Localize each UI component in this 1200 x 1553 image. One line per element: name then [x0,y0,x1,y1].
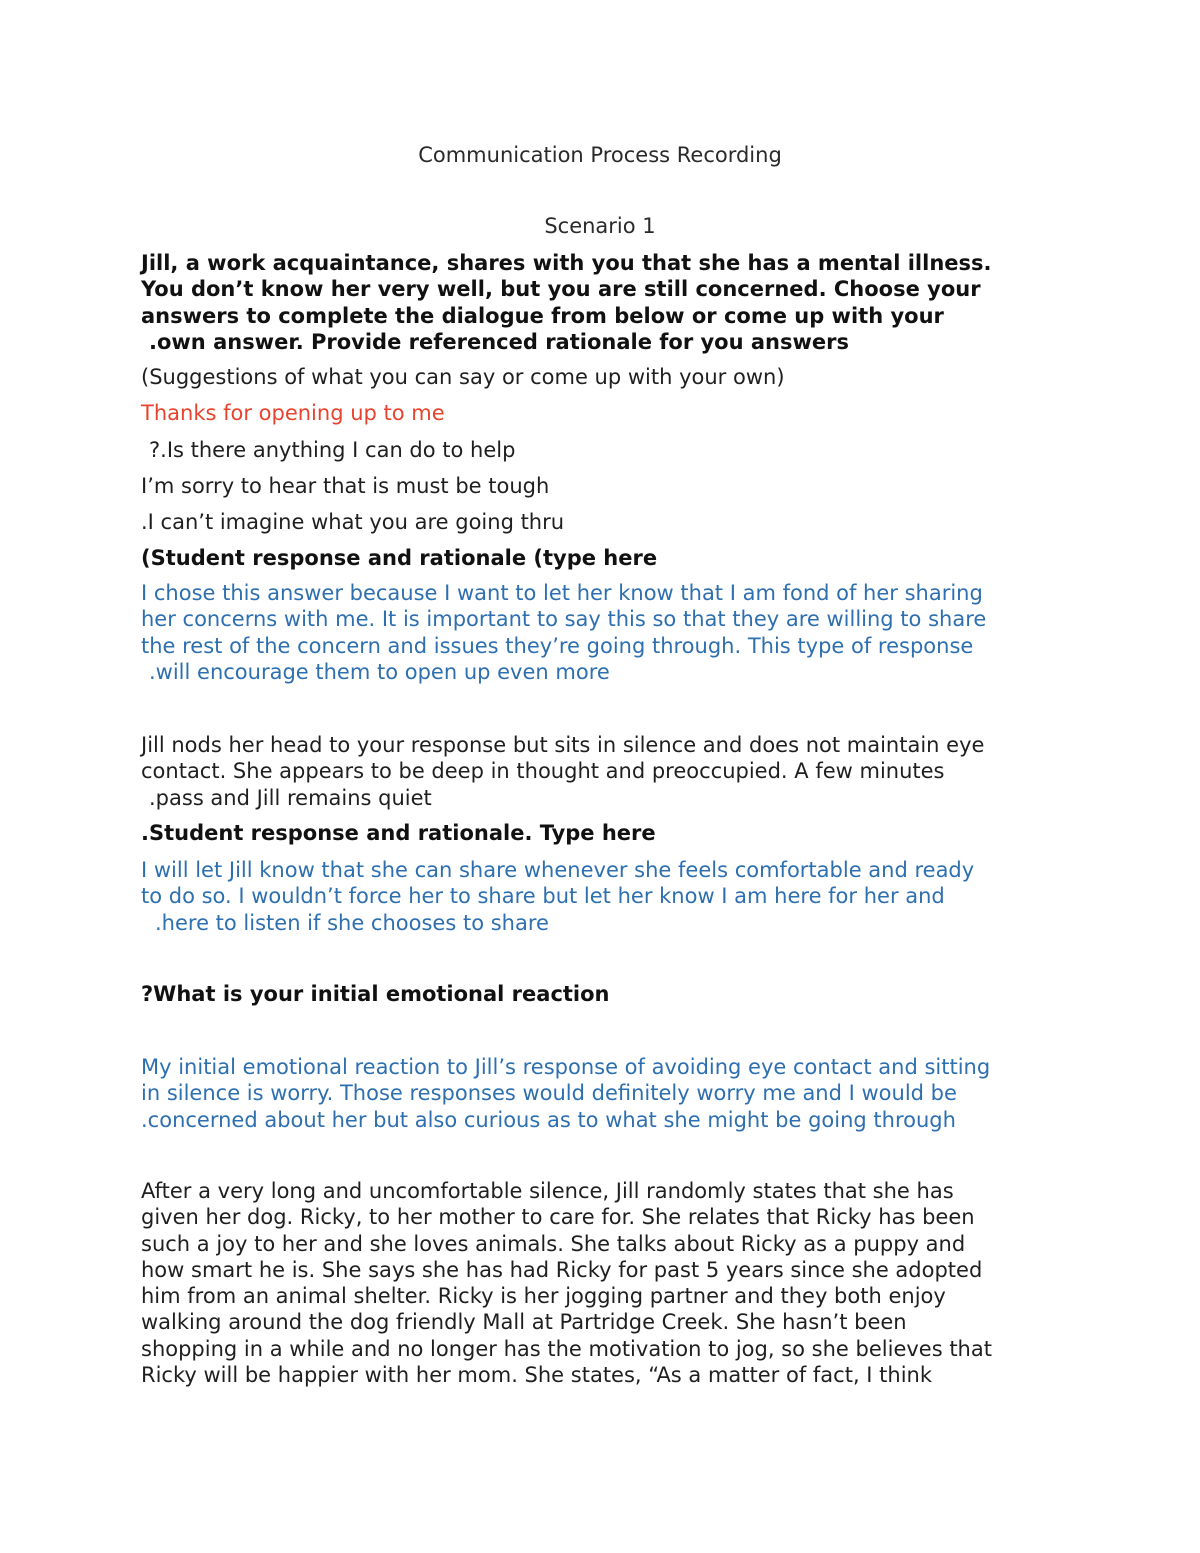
suggestion-item-highlighted: Thanks for opening up to me [141,401,445,425]
suggestions-label [141,364,1071,390]
scenario-paragraph-2 [141,732,1071,811]
prompt-emotional-reaction [141,981,1071,1007]
answer-line: I will let Jill know that she can share whenever she feels comfortable and ready [141,858,975,882]
intro-line: .own answer. Provide referenced rationale for you answers [149,329,849,354]
scenario-line: shopping in a while and no longer has the motivation to jog, so she believes that [141,1336,992,1361]
student-answer-1 [141,580,1071,685]
scenario-line: Ricky will be happier with her mom. She states, “As a matter of fact, I think [141,1363,933,1388]
answer-line: .concerned about her but also curious as to what she might be going through [141,1107,956,1132]
prompt-text: .Student response and rationale. Type here [141,821,656,845]
answer-line: the rest of the concern and issues they’re going through. This type of response [141,633,974,658]
intro-line: Jill, a work acquaintance, shares with you that she has a mental illness. [141,251,992,275]
prompt-student-response-2 [141,820,1071,846]
suggestion-item [141,509,1071,535]
answer-line: in silence is worry. Those responses would definitely worry me and I would be [141,1081,957,1106]
scenario-line: contact. She appears to be deep in thought and preoccupied. A few minutes [141,759,945,784]
answer-line: My initial emotional reaction to Jill’s response of avoiding eye contact and sitting [141,1055,991,1079]
scenario-paragraph-3 [141,1178,1071,1388]
scenario-line: given her dog. Ricky, to her mother to care for. She relates that Ricky has been [141,1205,975,1230]
suggestion-item-text: .I can’t imagine what you are going thru [141,510,565,534]
intro-line: answers to complete the dialogue from below or come up with your [141,303,944,328]
scenario-line: walking around the dog friendly Mall at Partridge Creek. She hasn’t been [141,1310,907,1335]
scenario-heading: Scenario 1 [544,214,656,238]
answer-line: .here to listen if she chooses to share [155,910,549,935]
scenario-line: him from an animal shelter. Ricky is her jogging partner and they both enjoy [141,1284,946,1309]
suggestion-item [141,473,1071,499]
answer-line: I chose this answer because I want to let her know that I am fond of her sharing [141,581,983,605]
prompt-text: (Student response and rationale (type here [141,546,658,570]
suggestion-item-text: ?.Is there anything I can do to help [149,438,516,462]
prompt-student-response-1 [141,545,1071,571]
suggestions-label-text: (Suggestions of what you can say or come up with your own) [141,365,785,389]
suggestion-item-text: I’m sorry to hear that is must be tough [141,474,550,498]
scenario-line: .pass and Jill remains quiet [149,785,432,810]
prompt-text: ?What is your initial emotional reaction [141,982,610,1006]
suggestion-selected [141,400,1071,426]
scenario-intro [141,250,1071,355]
answer-line: to do so. I wouldn’t force her to share but let her know I am here for her and [141,884,945,909]
scenario-line: how smart he is. She says she has had Ricky for past 5 years since she adopted [141,1257,983,1282]
scenario-line: such a joy to her and she loves animals. She talks about Ricky as a puppy and [141,1231,966,1256]
student-answer-2 [141,857,1071,936]
student-answer-3 [141,1054,1071,1133]
intro-line: You don’t know her very well, but you are still concerned. Choose your [141,277,981,302]
document-title: Communication Process Recording [418,143,782,167]
answer-line: .will encourage them to open up even more [149,659,610,684]
suggestion-item [141,437,1071,463]
scenario-line: Jill nods her head to your response but sits in silence and does not maintain eye [141,733,985,757]
scenario-line: After a very long and uncomfortable silence, Jill randomly states that she has [141,1179,954,1203]
answer-line: her concerns with me. It is important to say this so that they are willing to share [141,607,987,632]
